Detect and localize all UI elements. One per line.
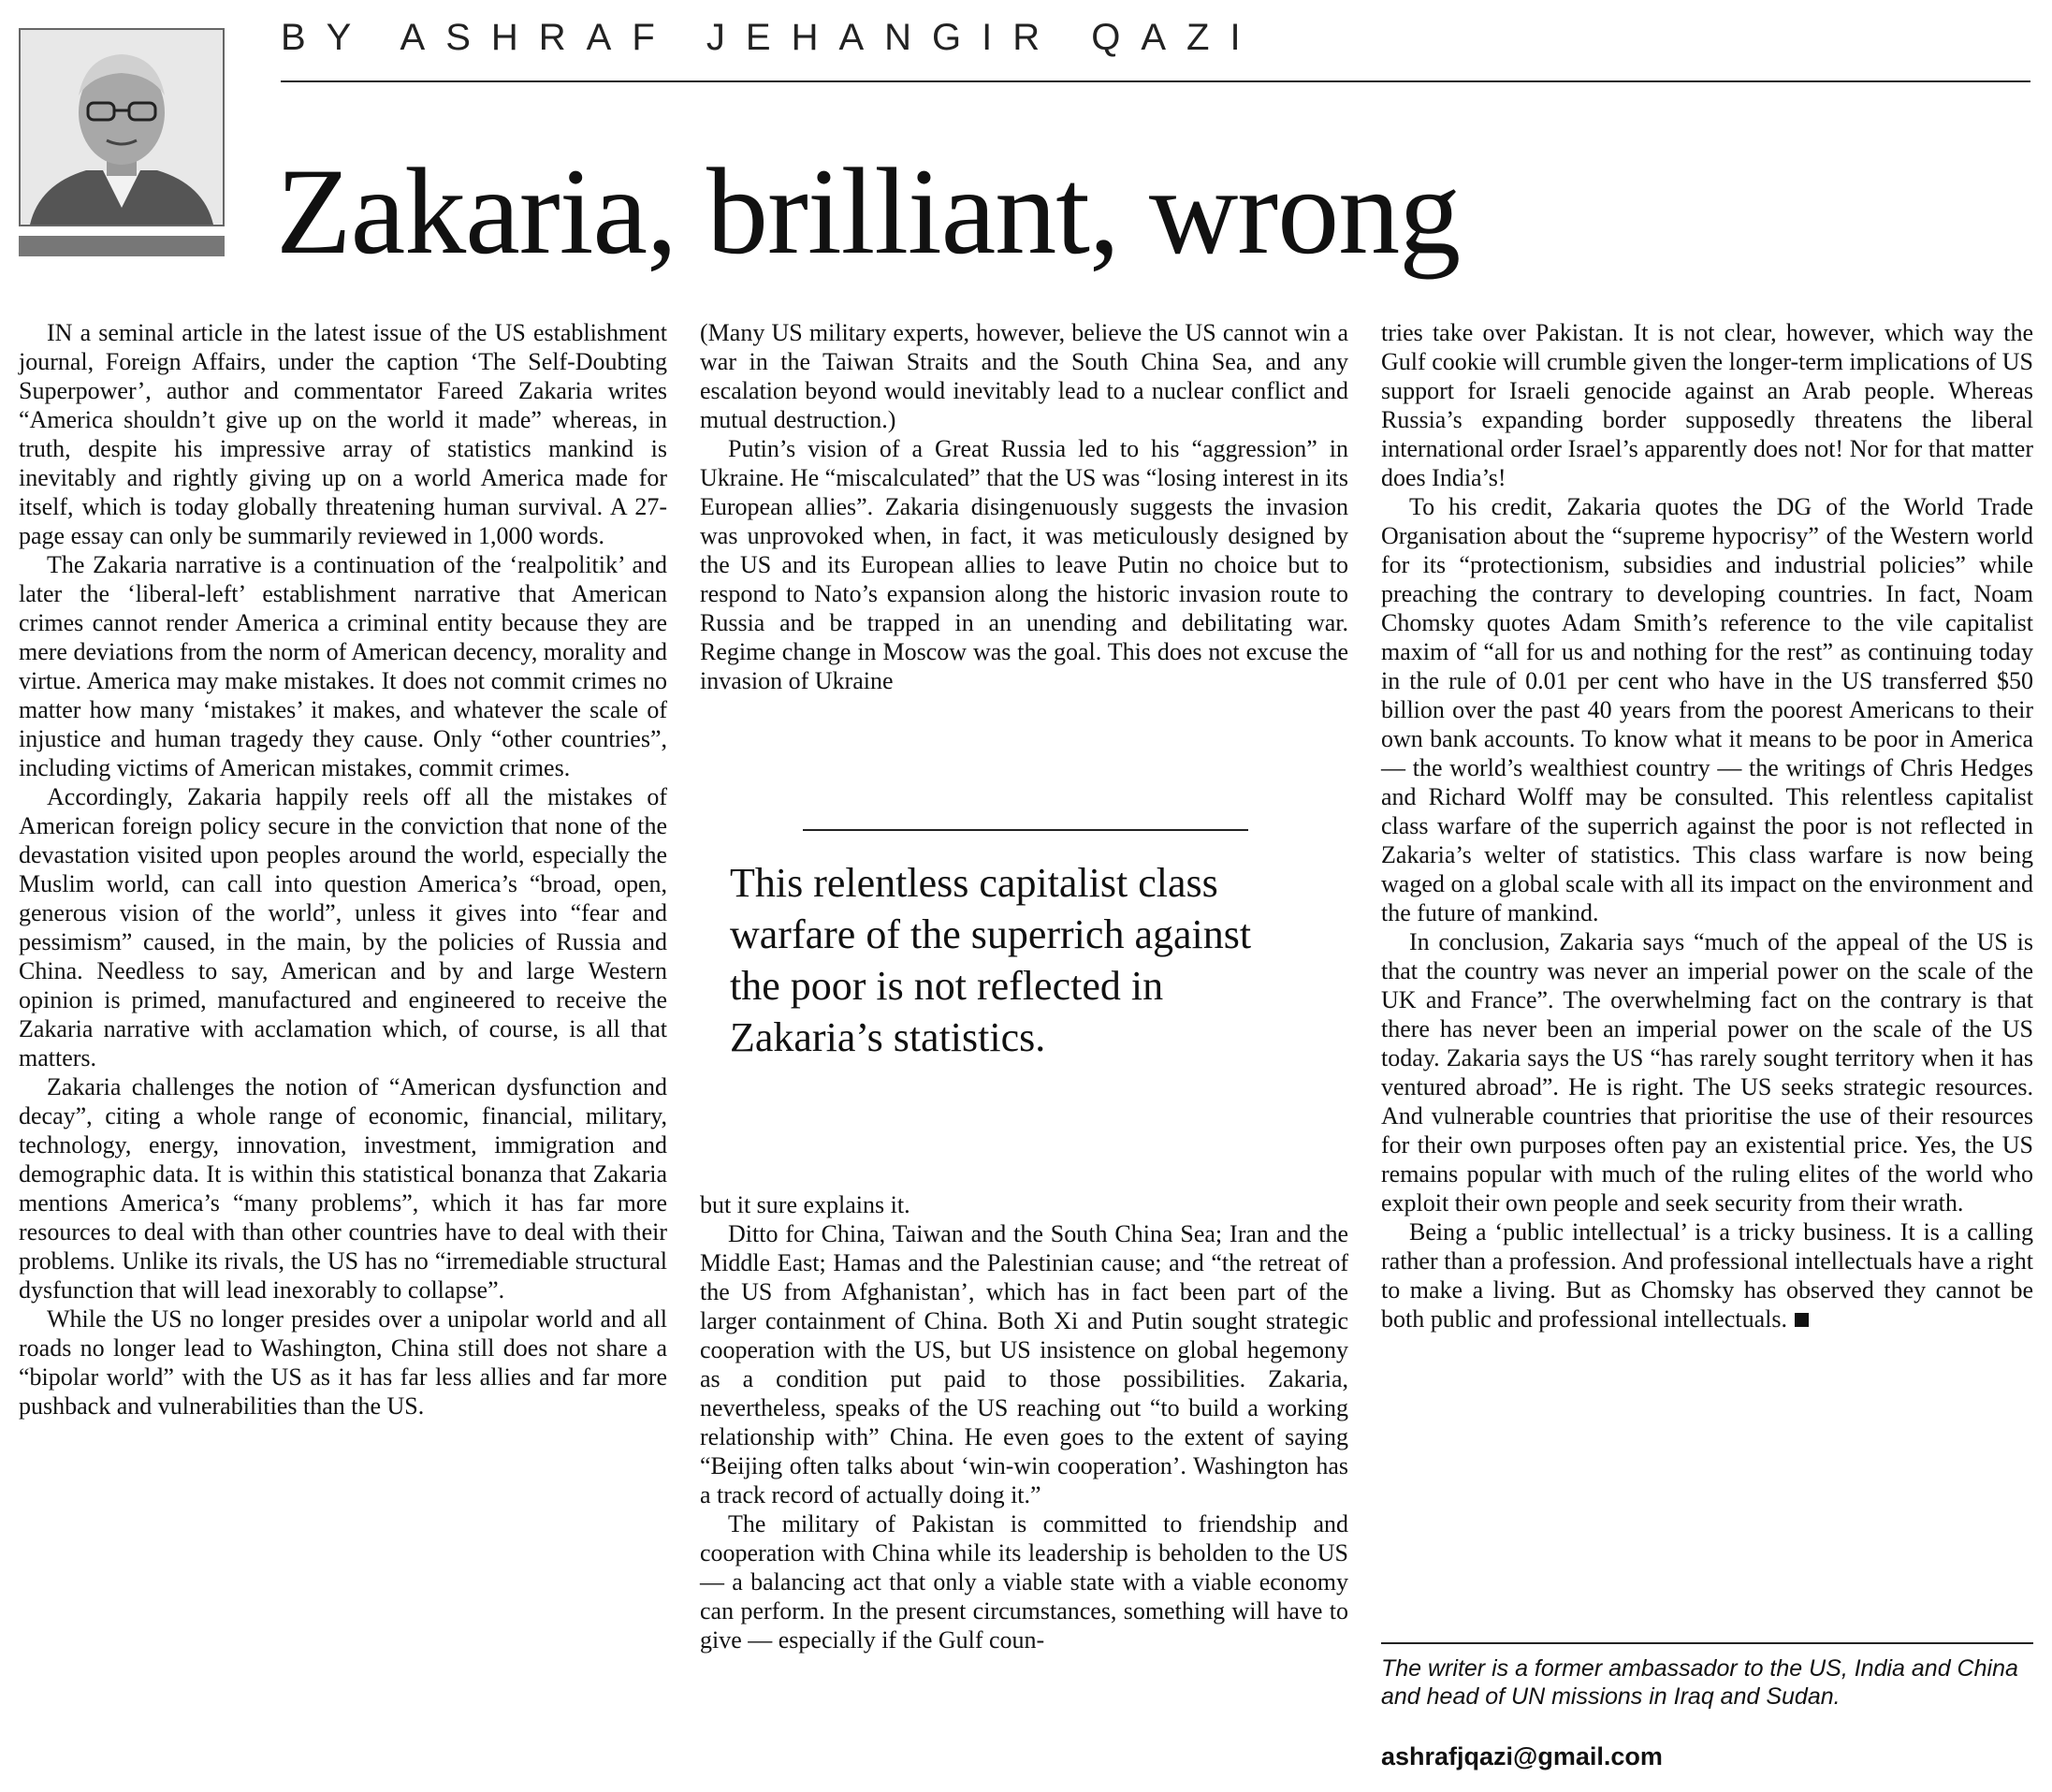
column-3: [1381, 318, 2033, 1333]
paragraph: While the US no longer presides over a unipolar world and all roads no longer lead to Washington, China still does not share a “bipolar world” with the US as it has far less allies and far more pushback and vulnerabilities than the US.: [19, 1305, 667, 1420]
header-rule: [281, 80, 2030, 82]
paragraph: (Many US military experts, however, believe the US cannot win a war in the Taiwan Straits and the South China Sea, and any escalation beyond would inevitably lead to a nuclear conflict and mutual destruction.): [700, 319, 1348, 433]
author-bio: The writer is a former ambassador to the US, India and China and head of UN missions in Iraq and Sudan.: [1381, 1655, 2018, 1710]
headline: Zakaria, brilliant, wrong: [276, 142, 1461, 280]
paragraph: [1381, 1217, 2033, 1333]
paragraph-text: Being a ‘public intellectual’ is a tricky business. It is a calling rather than a profession. And professional intellectuals have a right to make a living. But as Chomsky has observed they cannot be both public and professional intellectuals.: [1381, 1218, 2033, 1333]
column-2-bottom: [700, 1190, 1348, 1654]
paragraph: Ditto for China, Taiwan and the South China Sea; Iran and the Middle East; Hamas and the Palestinian cause; and “the retreat of the US from Afghanistan’, which has in fact been part of the larger containment of China. Both Xi and Putin sought strategic cooperation with the US, but US insistence on global hegemony as a condition put paid to those possibilities. Zakaria, nevertheless, speaks of the US reaching out “to build a working relationship with” China. He even goes to the extent of saying “Beijing often talks about ‘win-win cooperation’. Washington has a track record of actually doing it.”: [700, 1220, 1348, 1508]
paragraph: Putin’s vision of a Great Russia led to his “aggression” in Ukraine. He “miscalculated” that the US was “losing interest in its European allies”. Zakaria disingenuously suggests the invasion was unprovoked when, in fact, it was meticulously designed by the US and its European allies to leave Putin no choice but to respond to Nato’s expansion along the historic invasion route to Russia and be trapped in an unending and debilitating war. Regime change in Moscow was the goal. This does not excuse the invasion of Ukraine: [700, 435, 1348, 694]
column-2-top: [700, 318, 1348, 695]
pull-quote-rule: [803, 829, 1248, 831]
paragraph: To his credit, Zakaria quotes the DG of the World Trade Organisation about the “supreme hypocrisy” of the Western world for its “protectionism, subsidies and industrial policies” while preaching the contrary to developing countries. In fact, Noam Chomsky quotes Adam Smith’s reference to the vile capitalist maxim of “all for us and nothing for the rest” as continuing today in the rule of 0.01 per cent who have in the US transferred $50 billion over the past 40 years from the poorest Americans to their own bank accounts. To know what it means to be poor in America — the world’s wealthiest country — the writings of Chris Hedges and Richard Wolff may be consulted. This relentless capitalist class warfare of the superrich against the poor is not reflected in Zakaria’s welter of statistics. This class warfare is now being waged on a global scale with all its impact on the environment and the future of mankind.: [1381, 493, 2033, 926]
paragraph: IN a seminal article in the latest issue of the US establishment journal, Foreign Affairs, under the caption ‘The Self-Doubting Superpower’, author and commentator Fareed Zakaria writes “America shouldn’t give up on the world it made” whereas, in truth, despite his impressive array of statistics mankind is inevitably and rightly giving up on a world America made for itself, which is today globally threatening human survival. A 27-page essay can only be summarily reviewed in 1,000 words.: [19, 319, 667, 549]
end-mark-icon: [1795, 1313, 1809, 1327]
photo-caption-bar: [19, 236, 225, 256]
paragraph: Zakaria challenges the notion of “American dysfunction and decay”, citing a whole range of economic, financial, military, technology, energy, innovation, investment, immigration and demographic data. It is within this statistical bonanza that Zakaria mentions America’s “many problems”, which it has far more resources to deal with than other countries have to deal with their problems. Unlike its rivals, the US has no “irremediable structural dysfunction that will lead inexorably to collapse”.: [19, 1073, 667, 1304]
paragraph: In conclusion, Zakaria says “much of the appeal of the US is that the country was never an imperial power on the scale of the UK and France”. The overwhelming fact on the contrary is that there has never been an imperial power on the scale of the US today. Zakaria says the US “has rarely sought territory when it has ventured abroad”. He is right. The US seeks strategic resources. And vulnerable countries that prioritise the use of their resources for their own purposes often pay an existential price. Yes, the US remains popular with much of the ruling elites of the world who exploit their own people and seek security from their wrath.: [1381, 928, 2033, 1217]
paragraph: but it sure explains it.: [700, 1191, 910, 1218]
byline: BY ASHRAF JEHANGIR QAZI: [281, 17, 1261, 58]
author-photo: [19, 28, 225, 226]
paragraph: Accordingly, Zakaria happily reels off all the mistakes of American foreign policy secure in the conviction that none of the devastation visited upon peoples around the world, especially the Muslim world, can call into question America’s “broad, open, generous vision of the world”, unless it gives into “fear and pessimism” caused, in the main, by the policies of Russia and China. Needless to say, American and by and large Western opinion is primed, manufactured and engineered to receive the Zakaria narrative with acclamation which, of course, is all that matters.: [19, 783, 667, 1071]
paragraph: tries take over Pakistan. It is not clear, however, which way the Gulf cookie will crumble given the longer-term implications of US support for Israeli genocide against an Arab people. Whereas Russia’s expanding border supposedly threatens the liberal international order Israel’s apparently does not! Nor for that matter does India’s!: [1381, 319, 2033, 491]
paragraph: The Zakaria narrative is a continuation of the ‘realpolitik’ and later the ‘liberal-left’ establishment narrative that American crimes cannot render America a criminal entity because they are mere deviations from the norm of American decency, morality and virtue. America may make mistakes. It does not commit crimes no matter how many ‘mistakes’ it makes, and whatever the scale of injustice and human tragedy they cause. Only “other countries”, including victims of American mistakes, commit crimes.: [19, 551, 667, 781]
pull-quote: This relentless capitalist class warfare of the superrich against the poor is not reflected in Zakaria’s statistics.: [730, 860, 1252, 1060]
column-1: [19, 318, 667, 1420]
bio-rule: [1381, 1642, 2033, 1644]
author-email[interactable]: ashrafjqazi@gmail.com: [1381, 1742, 1663, 1770]
paragraph: The military of Pakistan is committed to friendship and cooperation with China while its leadership is beholden to the US — a balancing act that only a viable state with a viable economy can perform. In the present circumstances, something will have to give — especially if the Gulf coun-: [700, 1510, 1348, 1654]
